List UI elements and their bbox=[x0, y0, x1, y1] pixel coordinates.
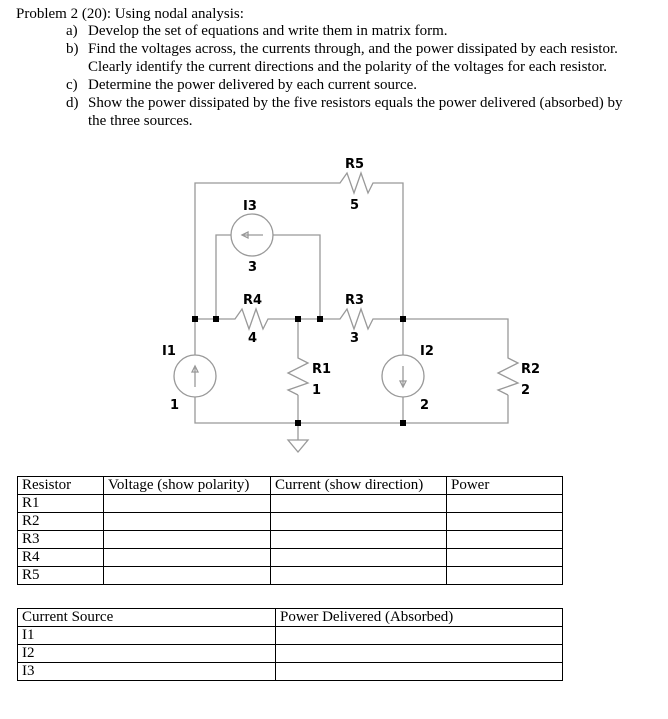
row-label: R4 bbox=[18, 549, 104, 567]
table-row bbox=[18, 567, 563, 585]
item-b-marker: b) bbox=[66, 41, 79, 57]
header-power: Power bbox=[447, 477, 563, 495]
resistor-table bbox=[17, 476, 563, 585]
i3-label: I3 bbox=[243, 199, 257, 214]
power-cell[interactable] bbox=[447, 549, 563, 567]
current-cell[interactable] bbox=[271, 513, 447, 531]
row-label: R1 bbox=[18, 495, 104, 513]
row-label: I3 bbox=[18, 663, 276, 681]
row-label: I1 bbox=[18, 627, 276, 645]
item-c-marker: c) bbox=[66, 77, 78, 93]
power-cell[interactable] bbox=[276, 663, 563, 681]
voltage-cell[interactable] bbox=[104, 567, 271, 585]
r3-zigzag bbox=[335, 309, 377, 329]
r3-value: 3 bbox=[350, 331, 360, 346]
power-cell[interactable] bbox=[447, 513, 563, 531]
r1-zigzag bbox=[288, 355, 308, 395]
header-power-delivered: Power Delivered (Absorbed) bbox=[276, 609, 563, 627]
r5-label: R5 bbox=[345, 157, 365, 172]
i1-value: 1 bbox=[170, 398, 180, 413]
header-voltage: Voltage (show polarity) bbox=[104, 477, 271, 495]
item-a-text: Develop the set of equations and write them in matrix form. bbox=[88, 23, 448, 39]
table-row bbox=[18, 627, 563, 645]
source-table bbox=[17, 608, 563, 681]
current-cell[interactable] bbox=[271, 549, 447, 567]
table-row bbox=[18, 531, 563, 549]
r4-zigzag bbox=[230, 309, 273, 329]
current-cell[interactable] bbox=[271, 531, 447, 549]
r3-label: R3 bbox=[345, 293, 365, 308]
voltage-cell[interactable] bbox=[104, 513, 271, 531]
i2-label: I2 bbox=[420, 344, 434, 359]
table-row bbox=[18, 645, 563, 663]
r2-value: 2 bbox=[521, 383, 531, 398]
table-row bbox=[18, 663, 563, 681]
wire bbox=[377, 183, 403, 355]
item-d-text: Show the power dissipated by the five resistors equals the power delivered (absorbed) by bbox=[88, 95, 623, 111]
junction-dots bbox=[192, 316, 406, 426]
voltage-cell[interactable] bbox=[104, 531, 271, 549]
r1-value: 1 bbox=[312, 383, 322, 398]
current-cell[interactable] bbox=[271, 567, 447, 585]
power-cell[interactable] bbox=[447, 531, 563, 549]
row-label: R2 bbox=[18, 513, 104, 531]
r5-zigzag bbox=[335, 173, 377, 193]
item-d-text2: the three sources. bbox=[88, 113, 193, 129]
voltage-cell[interactable] bbox=[104, 495, 271, 513]
table-row bbox=[18, 513, 563, 531]
table-row bbox=[18, 495, 563, 513]
row-label: I2 bbox=[18, 645, 276, 663]
header-current: Current (show direction) bbox=[271, 477, 447, 495]
header-current-source: Current Source bbox=[18, 609, 276, 627]
i2-value: 2 bbox=[420, 398, 430, 413]
row-label: R3 bbox=[18, 531, 104, 549]
power-cell[interactable] bbox=[276, 645, 563, 663]
item-b-text2: Clearly identify the current directions and the polarity of the voltages for each resistor. bbox=[88, 59, 607, 75]
r4-value: 4 bbox=[248, 331, 258, 346]
item-b-text: Find the voltages across, the currents through, and the power dissipated by each resistor. bbox=[88, 41, 618, 57]
power-cell[interactable] bbox=[276, 627, 563, 645]
header-resistor: Resistor bbox=[18, 477, 104, 495]
power-cell[interactable] bbox=[447, 567, 563, 585]
item-a-marker: a) bbox=[66, 23, 78, 39]
item-c-text: Determine the power delivered by each current source. bbox=[88, 77, 418, 93]
r4-label: R4 bbox=[243, 293, 263, 308]
r2-zigzag bbox=[498, 355, 518, 395]
r1-label: R1 bbox=[312, 362, 332, 377]
power-cell[interactable] bbox=[447, 495, 563, 513]
item-d-marker: d) bbox=[66, 95, 79, 111]
table-row bbox=[18, 549, 563, 567]
r2-label: R2 bbox=[521, 362, 541, 377]
ground-icon bbox=[288, 440, 308, 452]
r5-value: 5 bbox=[350, 198, 360, 213]
i3-value: 3 bbox=[248, 260, 258, 275]
i1-label: I1 bbox=[162, 344, 176, 359]
row-label: R5 bbox=[18, 567, 104, 585]
problem-title: Problem 2 (20): Using nodal analysis: bbox=[16, 6, 244, 22]
current-cell[interactable] bbox=[271, 495, 447, 513]
voltage-cell[interactable] bbox=[104, 549, 271, 567]
